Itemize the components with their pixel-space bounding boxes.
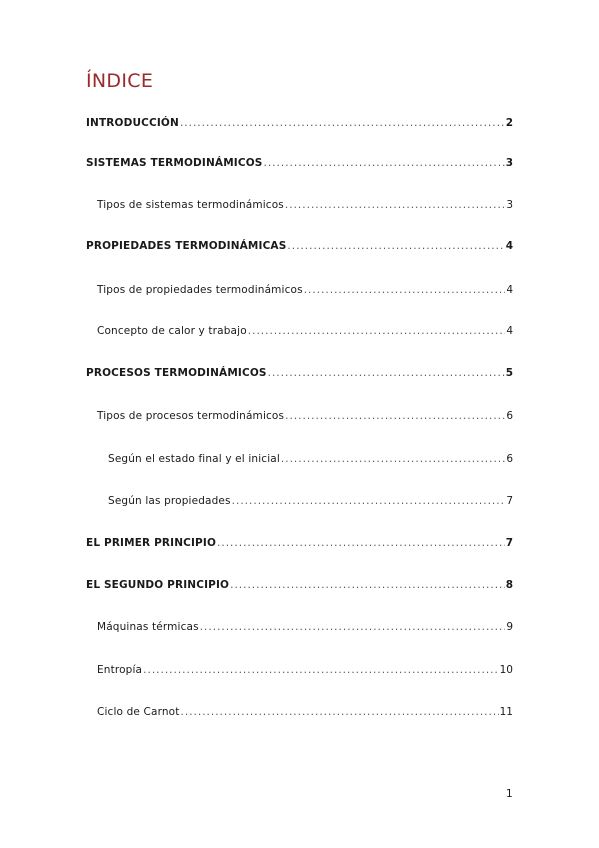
toc-entry[interactable] xyxy=(86,117,513,130)
dot-leader xyxy=(287,240,504,253)
dot-leader xyxy=(285,410,505,423)
dot-leader xyxy=(285,199,505,212)
toc-entry[interactable] xyxy=(86,240,513,253)
toc-entry-page: 7 xyxy=(506,495,513,507)
toc-entry-label: SISTEMAS TERMODINÁMICOS xyxy=(86,157,263,169)
toc-entry[interactable] xyxy=(86,537,513,550)
toc-entry-label: Concepto de calor y trabajo xyxy=(97,325,247,337)
dot-leader xyxy=(230,579,505,592)
toc-entry-page: 5 xyxy=(505,367,513,379)
toc-entry-label: EL PRIMER PRINCIPIO xyxy=(86,537,217,549)
toc-entry[interactable] xyxy=(86,157,513,170)
toc-entry-page: 3 xyxy=(506,199,513,211)
page-number: 1 xyxy=(506,788,513,800)
toc-entry[interactable] xyxy=(97,621,513,634)
toc-entry-page: 8 xyxy=(505,579,513,591)
toc-entry-label: Tipos de sistemas termodinámicos xyxy=(97,199,284,211)
toc-entry-label: Según el estado final y el inicial xyxy=(108,453,280,465)
toc-entry-label: PROCESOS TERMODINÁMICOS xyxy=(86,367,267,379)
toc-entry-page: 10 xyxy=(499,664,513,676)
toc-title: ÍNDICE xyxy=(86,70,154,92)
dot-leader xyxy=(180,117,505,130)
toc-entry[interactable] xyxy=(97,706,513,719)
toc-entry-page: 4 xyxy=(505,240,513,252)
toc-entry[interactable] xyxy=(108,453,513,466)
dot-leader xyxy=(200,621,506,634)
toc-entry-page: 6 xyxy=(506,453,513,465)
toc-entry[interactable] xyxy=(97,284,513,297)
toc-entry-label: Tipos de propiedades termodinámicos xyxy=(97,284,303,296)
toc-entry-page: 3 xyxy=(505,157,513,169)
toc-entry-page: 7 xyxy=(505,537,513,549)
toc-entry-page: 9 xyxy=(506,621,513,633)
dot-leader xyxy=(181,706,499,719)
toc-entry[interactable] xyxy=(108,495,513,508)
dot-leader xyxy=(217,537,505,550)
toc-entry-label: EL SEGUNDO PRINCIPIO xyxy=(86,579,230,591)
toc-entry-label: Tipos de procesos termodinámicos xyxy=(97,410,285,422)
dot-leader xyxy=(304,284,506,297)
toc-entry[interactable] xyxy=(86,579,513,592)
toc-entry[interactable] xyxy=(97,325,513,338)
toc-entry-page: 2 xyxy=(505,117,513,129)
toc-entry[interactable] xyxy=(86,367,513,380)
toc-entry[interactable] xyxy=(97,410,513,423)
toc-entry[interactable] xyxy=(97,664,513,677)
toc-entry-page: 4 xyxy=(506,284,513,296)
dot-leader xyxy=(264,157,505,170)
toc-entry-label: Ciclo de Carnot xyxy=(97,706,180,718)
dot-leader xyxy=(248,325,506,338)
toc-entry-page: 6 xyxy=(506,410,513,422)
dot-leader xyxy=(268,367,505,380)
toc-entry-label: Máquinas térmicas xyxy=(97,621,199,633)
dot-leader xyxy=(232,495,506,508)
toc-entry-label: PROPIEDADES TERMODINÁMICAS xyxy=(86,240,287,252)
toc-entry-label: Según las propiedades xyxy=(108,495,231,507)
toc-entry-label: Entropía xyxy=(97,664,143,676)
toc-entry[interactable] xyxy=(97,199,513,212)
dot-leader xyxy=(281,453,505,466)
dot-leader xyxy=(143,664,498,677)
toc-entry-page: 11 xyxy=(499,706,513,718)
toc-entry-page: 4 xyxy=(506,325,513,337)
toc-entry-label: INTRODUCCIÓN xyxy=(86,117,179,129)
